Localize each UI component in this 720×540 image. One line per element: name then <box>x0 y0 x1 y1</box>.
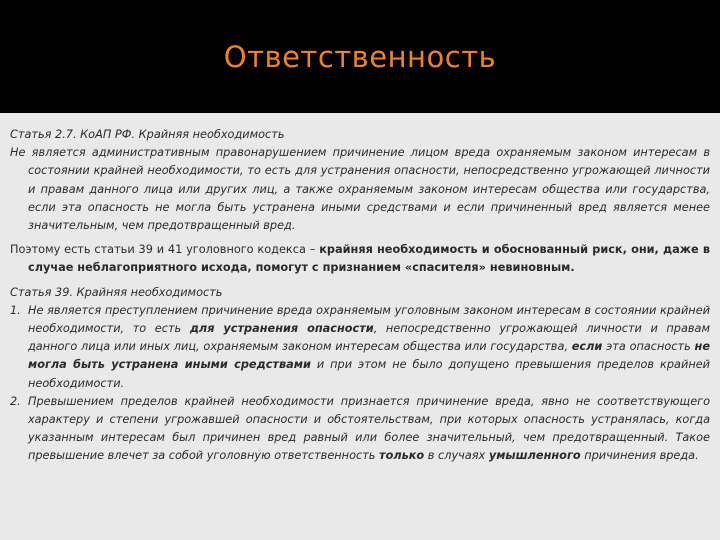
uk39-heading: Статья 39. Крайняя необходимость <box>10 285 223 299</box>
item-emphasis: для устранения опасности <box>189 322 374 336</box>
koap-text: Не является административным правонарушением причинение лицом вреда охраняемым законом интересам в состоянии крайней необходимости, то есть для устранения опасности, непосредственно угрожающей личности и правам данного лица или других лиц, а также охраняемым законом интересам общества или государства, если эта опасность не могла быть устранена иными средствами и если причиненный вред является менее значительным, чем предотвращенный вред. <box>10 146 710 233</box>
item-text <box>28 393 710 466</box>
item-number: 1. <box>10 303 21 317</box>
item-text-part: и при этом не было допущено превышения пределов крайней необходимости. <box>28 358 710 390</box>
item-emphasis: если <box>571 340 603 354</box>
uk39-item-1 <box>10 302 710 393</box>
item-text-part: Превышением пределов крайней необходимости признается причинение вреда, явно не соответствующего характеру и степени угрожавшей опасности и обстоятельствам, при которых опасность устранялась, когда указанным интересам был причинен вред равный или более значительный, чем предотвращенный. Такое превышение влечет за собой уголовную ответственность <box>28 394 710 463</box>
koap-heading: Статья 2.7. КоАП РФ. Крайняя необходимость <box>10 128 285 141</box>
item-text-part: в случаях <box>424 449 489 463</box>
summary-bold: крайняя необходимость и обоснованный риск, они, даже в случае неблагоприятного исхода, помогут с признанием «спасителя» невиновным. <box>28 243 711 275</box>
item-number: 2. <box>10 394 21 408</box>
item-text-part: причинения вреда. <box>580 449 699 463</box>
title-band <box>0 0 720 112</box>
slide-title: Ответственность <box>223 40 497 74</box>
item-emphasis: только <box>379 449 425 463</box>
item-emphasis: не могла быть устранена иными средствами <box>28 340 710 372</box>
summary-plain: Поэтому есть статьи 39 и 41 уголовного кодекса – <box>10 243 320 257</box>
uk39-item-2 <box>10 393 710 466</box>
summary-paragraph <box>10 241 710 277</box>
item-text-part: Не является преступлением причинение вреда охраняемым уголовным законом интересам в состоянии крайней необходимости, то есть <box>28 303 710 336</box>
item-emphasis: умышленного <box>488 449 581 463</box>
content-area <box>0 113 720 540</box>
item-text-part: эта опасность <box>602 340 695 354</box>
item-text <box>28 302 710 393</box>
item-text-part: , непосредственно угрожающей личности и правам данного лица или иных лиц, охраняемым законом интересам общества или государства, <box>28 322 710 354</box>
